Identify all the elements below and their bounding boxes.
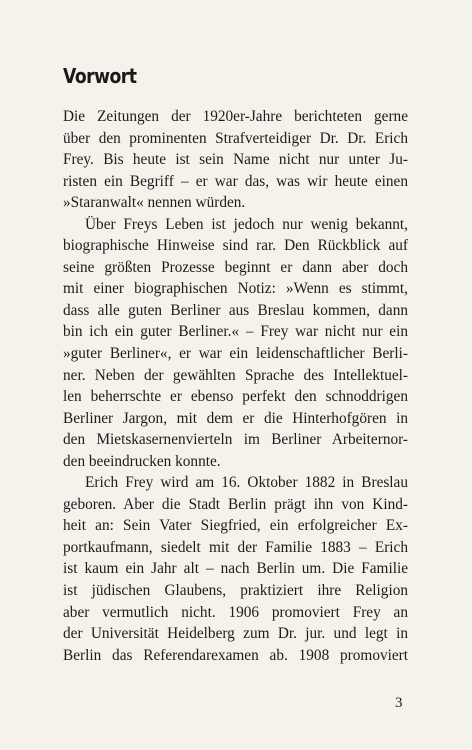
text-line: mit einer biographischen Notiz: »Wenn es stimmt, xyxy=(63,280,408,298)
text-line: ist kaum ein Jahr alt – nach Berlin um. Die Familie xyxy=(63,560,408,578)
paragraph-1 xyxy=(63,106,408,214)
text-line: über den prominenten Strafverteidiger Dr. Dr. Erich xyxy=(63,129,408,147)
text-line: heit an: Sein Vater Siegfried, ein erfolgreicher Ex- xyxy=(63,517,408,535)
text-line: den beeindrucken konnte. xyxy=(63,452,221,470)
text-line: »guter Berliner«, er war ein leidenschaftlicher Berli- xyxy=(63,345,408,363)
text-line: Über Freys Leben ist jedoch nur wenig bekannt, xyxy=(85,215,408,233)
text-line: geboren. Aber die Stadt Berlin prägt ihn von Kind- xyxy=(63,495,408,513)
paragraph-3 xyxy=(63,472,408,666)
text-line: den Mietskasernenvierteln im Berliner Arbeiternor- xyxy=(63,431,408,449)
text-line: seine größten Prozesse beginnt er dann aber doch xyxy=(63,258,408,276)
text-line: bin ich ein guter Berliner.« – Frey war nicht nur ein xyxy=(63,323,408,341)
chapter-heading: Vorwort xyxy=(63,64,137,88)
paragraph-2 xyxy=(63,214,408,473)
text-line: portkaufmann, siedelt mit der Familie 1883 – Erich xyxy=(63,538,408,556)
chapter-body xyxy=(63,106,408,666)
text-line: dass alle guten Berliner aus Breslau kommen, dann xyxy=(63,301,408,319)
text-line: der Universität Heidelberg zum Dr. jur. und legt in xyxy=(63,625,408,643)
text-line: Erich Frey wird am 16. Oktober 1882 in Breslau xyxy=(85,474,408,492)
text-line: Berliner Jargon, mit dem er die Hinterhofgören in xyxy=(63,409,408,427)
text-line: biographische Hinweise sind rar. Den Rückblick auf xyxy=(63,237,408,255)
text-line: risten ein Begriff – er war das, was wir heute einen xyxy=(63,172,408,190)
text-line: »Staranwalt« nennen würden. xyxy=(63,194,246,212)
text-line: Die Zeitungen der 1920er-Jahre berichteten gerne xyxy=(63,108,408,125)
text-line: aber vermutlich nicht. 1906 promoviert Frey an xyxy=(63,603,408,621)
text-line: Berlin das Referendarexamen ab. 1908 promoviert xyxy=(63,646,408,664)
text-line: ner. Neben der gewählten Sprache des Intellektuel- xyxy=(63,366,408,384)
page-number: 3 xyxy=(395,695,403,711)
text-line: len beherrschte er ebenso perfekt den schnoddrigen xyxy=(63,388,408,406)
text-line: ist jüdischen Glaubens, praktiziert ihre Religion xyxy=(63,582,408,600)
text-line: Frey. Bis heute ist sein Name nicht nur unter Ju- xyxy=(63,151,408,169)
